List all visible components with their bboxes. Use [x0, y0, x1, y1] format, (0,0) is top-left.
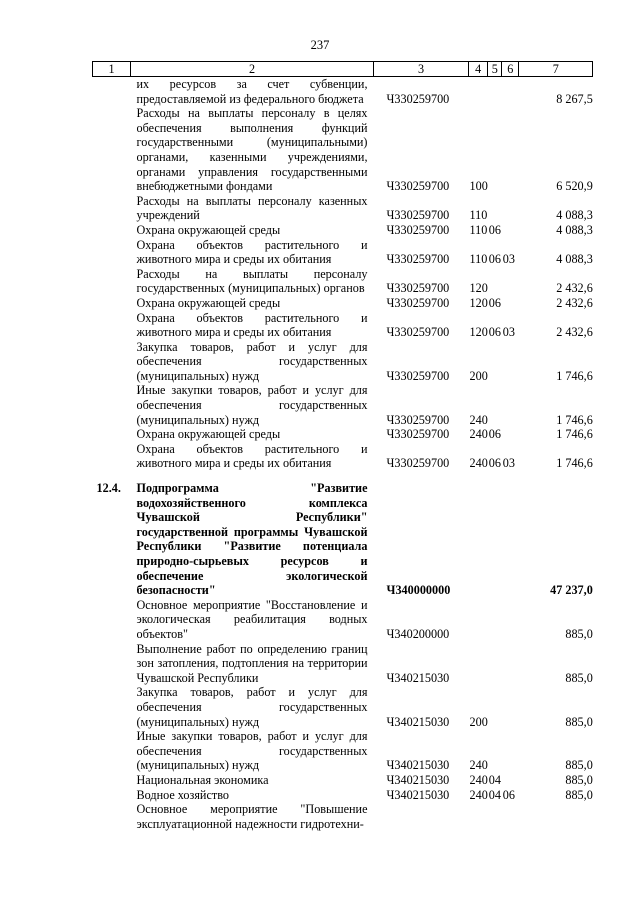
subsection-cell: 06	[502, 787, 515, 802]
table-row	[93, 442, 593, 471]
amount-cell: 1 746,6	[556, 456, 593, 471]
row-number-cell	[93, 267, 131, 296]
header-cell: 5	[488, 62, 502, 77]
expense-type-cell: 200	[469, 368, 488, 383]
target-code-cell: Ч330259700	[386, 427, 450, 442]
target-code-cell: Ч340215030	[386, 772, 450, 787]
target-code-cell: Ч340215030	[386, 714, 450, 729]
row-number-cell	[93, 340, 131, 384]
item-name-cell: Водное хозяйство	[136, 787, 229, 802]
section-cell: 04	[488, 787, 501, 802]
table-row	[93, 642, 593, 686]
target-code-cell: Ч330259700	[386, 412, 450, 427]
expense-type-cell: 240	[469, 412, 488, 427]
subsection-cell	[502, 481, 519, 598]
target-code-cell: Ч340200000	[386, 626, 450, 641]
section-cell	[488, 106, 502, 194]
target-code-cell: Ч330259700	[386, 295, 450, 310]
item-name-cell: Подпрограмма "Развитие водохозяйственного комплекса Чувашской Республики" государственной программы Чувашской Республики "Развитие потенциала природно-сырьевых ресурсов и обеспечение экологической безопасности"	[136, 481, 368, 598]
expense-type-cell	[469, 642, 488, 686]
amount-cell: 1 746,6	[556, 427, 593, 442]
target-code-cell: Ч330259700	[386, 179, 450, 194]
item-name-cell: Национальная экономика	[136, 772, 269, 787]
target-code-cell: Ч340215030	[386, 670, 450, 685]
item-name-cell: Основное мероприятие "Повышение эксплуатационной надежности гидротехни-	[136, 802, 368, 831]
amount-cell: 885,0	[565, 787, 593, 802]
expense-type-cell: 240	[469, 758, 488, 773]
expense-type-cell: 120	[469, 325, 488, 340]
table-row	[93, 340, 593, 384]
table-row	[93, 598, 593, 642]
row-number-cell: 12.4.	[96, 481, 121, 496]
amount-cell: 885,0	[565, 714, 593, 729]
table-row	[93, 685, 593, 729]
expense-type-cell	[469, 802, 488, 831]
table-row	[93, 773, 593, 788]
expense-type-cell: 110	[469, 222, 488, 237]
page-number: 237	[310, 38, 330, 52]
row-number-cell	[93, 223, 131, 238]
item-name-cell: Охрана объектов растительного и животного мира и среды их обитания	[136, 441, 368, 471]
expense-type-cell	[469, 481, 488, 598]
target-code-cell: Ч330259700	[386, 368, 450, 383]
expense-type-cell: 200	[469, 714, 488, 729]
header-cell: 3	[374, 62, 469, 77]
amount-cell: 6 520,9	[556, 179, 593, 194]
amount-cell: 2 432,6	[556, 325, 593, 340]
budget-table	[92, 61, 593, 831]
amount-cell: 2 432,6	[556, 281, 593, 296]
subsection-cell	[502, 296, 519, 311]
table-header-row	[93, 62, 593, 77]
amount-cell	[519, 802, 593, 831]
header-cell: 1	[93, 62, 131, 77]
table-row	[93, 267, 593, 296]
section-cell	[488, 267, 502, 296]
target-code-cell: Ч330259700	[386, 208, 450, 223]
table-row	[93, 311, 593, 340]
item-name-cell: Иные закупки товаров, работ и услуг для обеспечения государственных (муниципальных) нужд	[136, 383, 368, 427]
table-row	[93, 729, 593, 773]
section-cell: 06	[488, 252, 501, 267]
amount-cell: 885,0	[565, 772, 593, 787]
item-name-cell: Расходы на выплаты персоналу в целях обеспечения выполнения функций государственными (муниципальными) органами, казенными учреждениями, органами управления государственными внебюджетными фондами	[136, 106, 368, 194]
subsection-cell	[502, 383, 519, 427]
table-row	[93, 383, 593, 427]
section-cell	[488, 194, 502, 223]
amount-cell: 1 746,6	[556, 368, 593, 383]
section-cell	[488, 77, 502, 107]
subsection-cell	[502, 267, 519, 296]
item-name-cell: Выполнение работ по определению границ зон затопления, подтопления на территории Чувашской Республики	[136, 641, 368, 685]
target-code-cell	[374, 802, 469, 831]
table-row	[93, 194, 593, 223]
amount-cell: 4 088,3	[556, 208, 593, 223]
section-cell: 06	[488, 325, 501, 340]
section-cell: 06	[488, 295, 501, 310]
amount-cell: 885,0	[565, 670, 593, 685]
section-cell	[488, 685, 502, 729]
table-row	[93, 223, 593, 238]
amount-cell: 885,0	[565, 626, 593, 641]
section-cell: 06	[488, 222, 501, 237]
expense-type-cell	[469, 598, 488, 642]
section-cell	[488, 598, 502, 642]
item-name-cell: Иные закупки товаров, работ и услуг для обеспечения государственных (муниципальных) нужд	[136, 729, 368, 773]
header-cell: 7	[519, 62, 593, 77]
row-number-cell	[93, 773, 131, 788]
header-cell: 2	[131, 62, 374, 77]
item-name-cell: Основное мероприятие "Восстановление и экологическая реабилитация водных объектов"	[136, 597, 368, 641]
expense-type-cell: 240	[469, 772, 488, 787]
section-cell: 04	[488, 772, 501, 787]
item-name-cell: Охрана объектов растительного и животного мира и среды их обитания	[136, 310, 368, 340]
target-code-cell: Ч330259700	[386, 222, 450, 237]
subsection-cell	[502, 729, 519, 773]
section-cell	[488, 729, 502, 773]
target-code-cell: Ч330259700	[386, 91, 450, 106]
table-row	[93, 788, 593, 803]
amount-cell: 47 237,0	[550, 583, 593, 598]
expense-type-cell: 240	[469, 456, 488, 471]
subsection-cell	[502, 194, 519, 223]
subsection-cell	[502, 223, 519, 238]
item-name-cell: их ресурсов за счет субвенции, предоставляемой из федерального бюджета	[136, 77, 368, 106]
table-row	[93, 296, 593, 311]
target-code-cell: Ч330259700	[386, 252, 450, 267]
table-row	[93, 77, 593, 107]
section-cell	[488, 383, 502, 427]
subsection-cell: 03	[502, 456, 515, 471]
section-cell	[488, 481, 502, 598]
table-row	[93, 481, 593, 598]
section-cell: 06	[488, 427, 501, 442]
target-code-cell: Ч330259700	[386, 281, 450, 296]
item-name-cell: Расходы на выплаты персоналу казенных учреждений	[136, 193, 368, 223]
expense-type-cell: 110	[469, 208, 488, 223]
row-number-cell	[93, 194, 131, 223]
expense-type-cell: 120	[469, 295, 488, 310]
item-name-cell: Охрана объектов растительного и животного мира и среды их обитания	[136, 237, 368, 267]
row-number-cell	[93, 802, 131, 831]
subsection-cell	[502, 642, 519, 686]
item-name-cell: Закупка товаров, работ и услуг для обеспечения государственных (муниципальных) нужд	[136, 685, 368, 729]
table-row	[93, 427, 593, 442]
row-number-cell	[93, 77, 131, 107]
subsection-cell	[502, 685, 519, 729]
item-name-cell: Охрана окружающей среды	[136, 295, 281, 310]
amount-cell: 2 432,6	[556, 295, 593, 310]
expense-type-cell: 120	[469, 281, 488, 296]
subsection-cell: 03	[502, 252, 515, 267]
item-name-cell: Закупка товаров, работ и услуг для обеспечения государственных (муниципальных) нужд	[136, 339, 368, 383]
target-code-cell: Ч330259700	[386, 456, 450, 471]
subsection-cell	[502, 773, 519, 788]
target-code-cell: Ч330259700	[386, 325, 450, 340]
amount-cell: 8 267,5	[556, 91, 593, 106]
row-number-cell	[93, 642, 131, 686]
expense-type-cell	[469, 77, 488, 107]
row-number-cell	[93, 296, 131, 311]
subsection-cell	[502, 802, 519, 831]
subsection-cell	[502, 598, 519, 642]
item-name-cell: Расходы на выплаты персоналу государственных (муниципальных) органов	[136, 266, 368, 296]
amount-cell: 4 088,3	[556, 222, 593, 237]
row-number-cell	[93, 383, 131, 427]
section-cell	[488, 802, 502, 831]
expense-type-cell: 110	[469, 252, 488, 267]
row-number-cell	[93, 685, 131, 729]
row-number-cell	[93, 238, 131, 267]
spacer-row	[93, 471, 593, 481]
section-cell	[488, 340, 502, 384]
row-number-cell	[93, 427, 131, 442]
row-number-cell	[93, 729, 131, 773]
subsection-cell	[502, 427, 519, 442]
table-row	[93, 802, 593, 831]
row-number-cell	[93, 442, 131, 471]
header-cell: 6	[502, 62, 519, 77]
amount-cell: 1 746,6	[556, 412, 593, 427]
row-number-cell	[93, 311, 131, 340]
table-row	[93, 238, 593, 267]
item-name-cell: Охрана окружающей среды	[136, 222, 281, 237]
row-number-cell	[93, 598, 131, 642]
target-code-cell: Ч340215030	[386, 758, 450, 773]
subsection-cell: 03	[502, 325, 515, 340]
row-number-cell	[93, 788, 131, 803]
expense-type-cell: 100	[469, 179, 488, 194]
expense-type-cell: 240	[469, 787, 488, 802]
row-number-cell	[93, 106, 131, 194]
subsection-cell	[502, 340, 519, 384]
subsection-cell	[502, 77, 519, 107]
header-cell: 4	[469, 62, 488, 77]
section-cell	[488, 642, 502, 686]
target-code-cell: Ч340000000	[386, 583, 451, 598]
subsection-cell	[502, 106, 519, 194]
section-cell: 06	[488, 456, 501, 471]
target-code-cell: Ч340215030	[386, 787, 450, 802]
expense-type-cell: 240	[469, 427, 488, 442]
amount-cell: 885,0	[565, 758, 593, 773]
amount-cell: 4 088,3	[556, 252, 593, 267]
table-row	[93, 106, 593, 194]
item-name-cell: Охрана окружающей среды	[136, 427, 281, 442]
